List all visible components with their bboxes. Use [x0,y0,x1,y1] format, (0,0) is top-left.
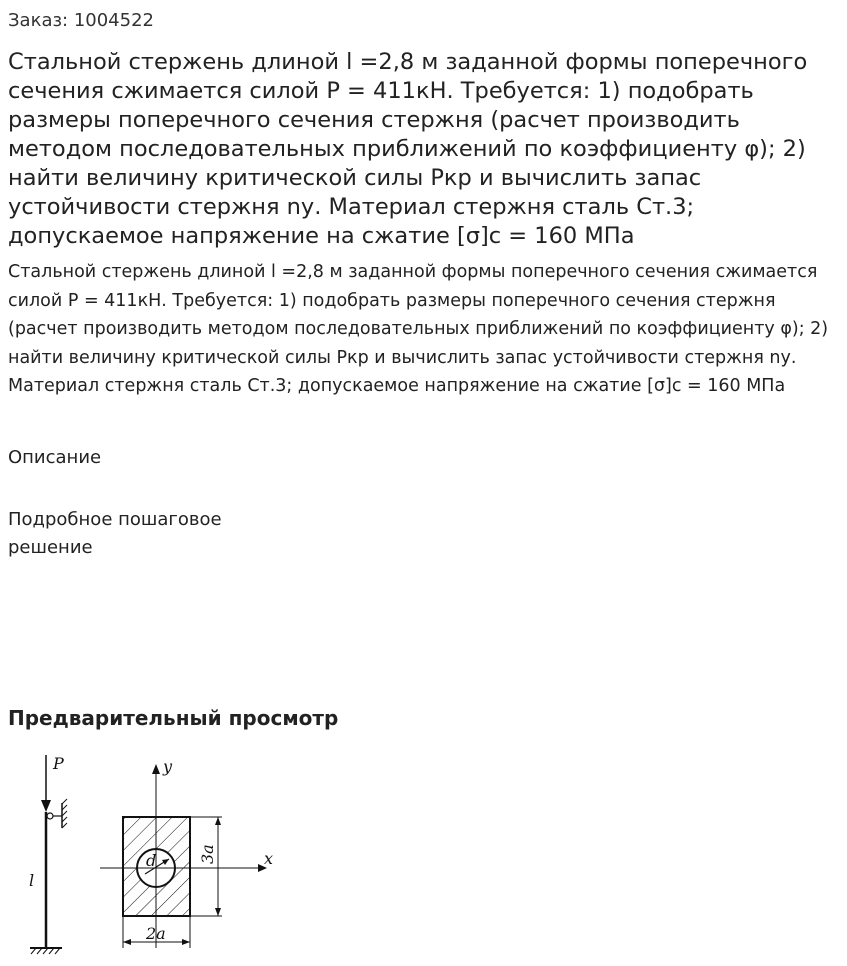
preview-drawing [0,740,300,966]
top-hinge [47,813,53,819]
cross-section [100,757,273,948]
y-axis-label: y [163,757,173,776]
height-label: 3a [198,844,217,864]
y-axis-arrow [152,764,160,774]
description-text: Подробное пошаговое решение [8,509,222,558]
width-label: 2a [146,924,166,943]
description-label: Описание [8,447,102,468]
column-scheme [29,754,67,954]
x-axis-label: x [264,849,274,868]
hole-label: d [146,851,157,870]
width-dim-arrow-right [182,939,190,945]
width-dim-arrow-left [123,939,131,945]
height-dim-arrow-bottom [215,908,221,916]
task-description: Стальной стержень длиной l =2,8 м заданной формы поперечного сечения сжимается силой P = 411кН. Требуется: 1) подобрать размеры поперечного сечения стержня (расчет производить методом последовательных приближений по коэффициенту φ); 2) найти величину критической силы Pкр и вычислить запас устойчивости стержня nу. Материал стержня сталь Ст.3; допускаемое напряжение на сжатие [σ]с = 160 МПа [8,262,829,396]
force-label: P [53,754,64,773]
force-arrow-head [41,800,51,812]
task-title: Стальной стержень длиной l =2,8 м заданной формы поперечного сечения сжимается силой P = 411кН. Требуется: 1) подобрать размеры поперечного сечения стержня (расчет производить методом последовательных приближений по коэффициенту φ); 2) найти величину критической силы Pкр и вычислить запас устойчивости стержня nу. Материал стержня сталь Ст.3; допускаемое напряжение на сжатие [σ]с = 160 МПа [8,49,808,249]
height-dim-arrow-top [215,817,221,825]
order-number: Заказ: 1004522 [8,10,154,31]
length-label: l [29,871,35,890]
preview-heading: Предварительный просмотр [8,706,339,730]
